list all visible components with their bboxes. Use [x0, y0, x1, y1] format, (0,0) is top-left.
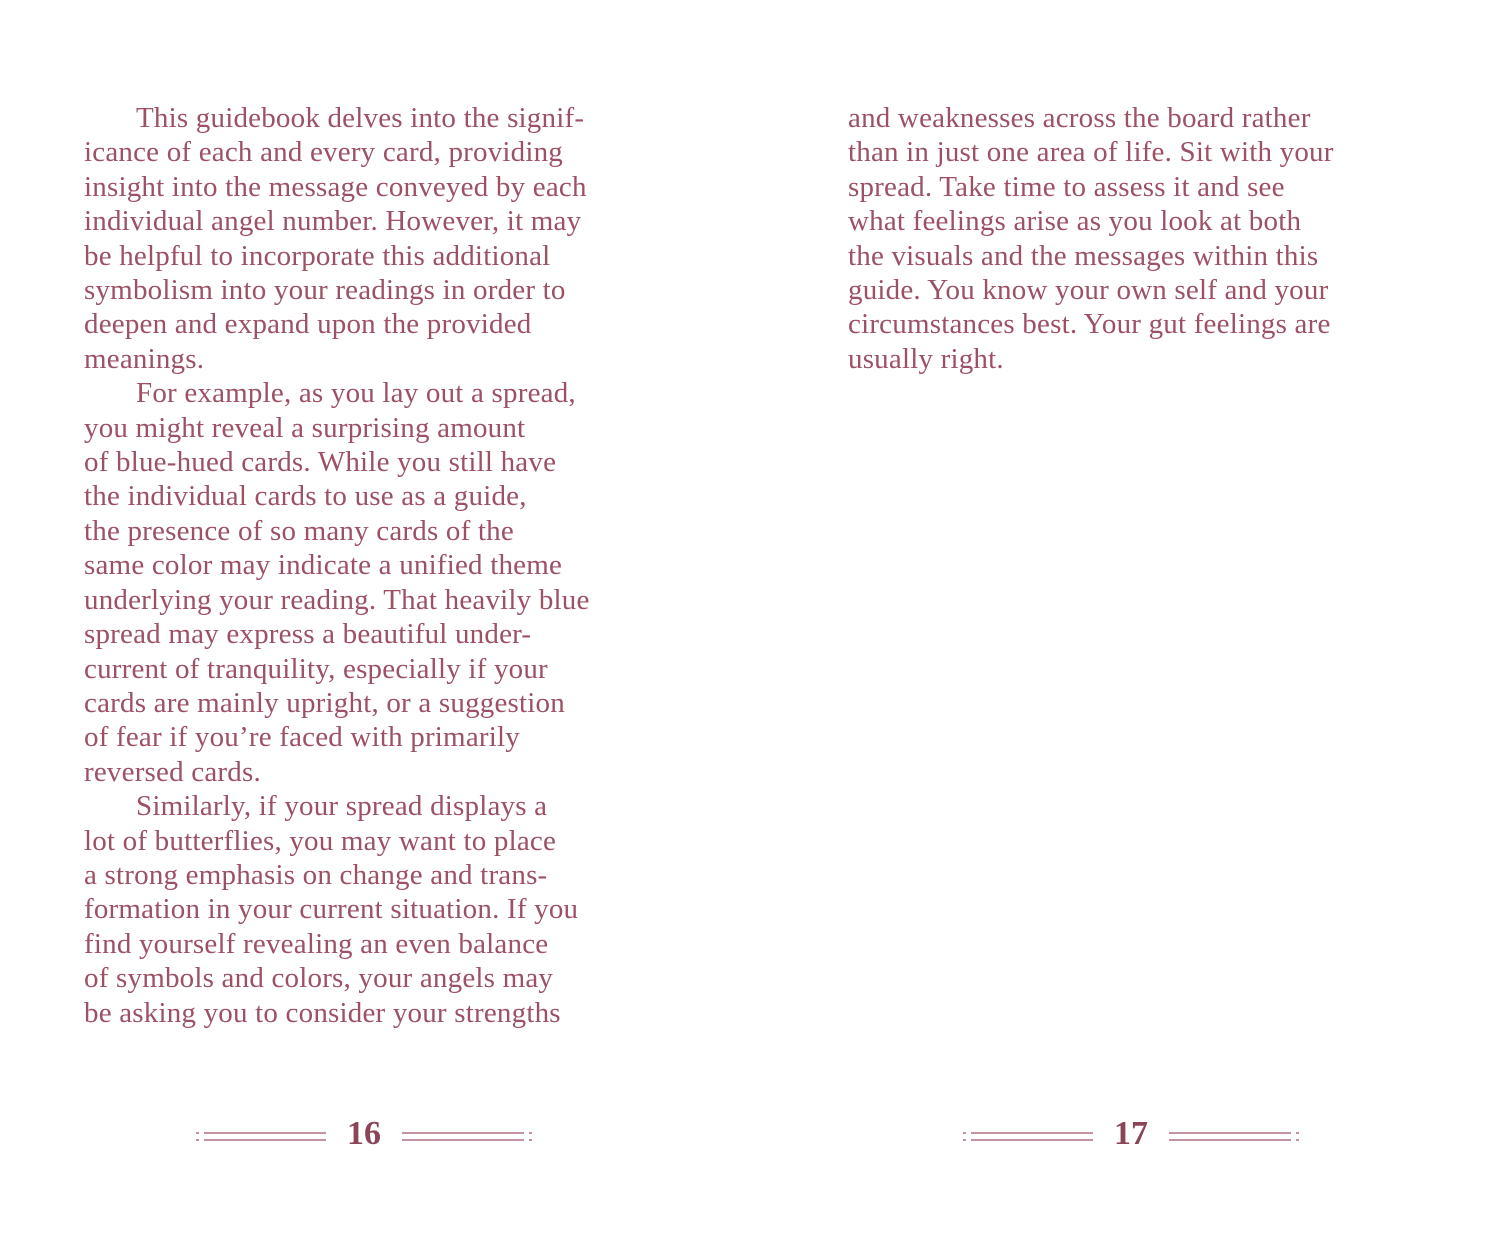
text-line: you might reveal a surprising amount	[84, 411, 526, 444]
ornament-rule-icon	[971, 1132, 1093, 1141]
text-line: insight into the message conveyed by each	[84, 170, 587, 203]
ornament-dot-icon	[196, 1132, 199, 1141]
page-right	[750, 0, 1500, 1250]
text-line: Similarly, if your spread displays a	[136, 790, 548, 823]
text-line: of blue-hued cards. While you still have	[84, 446, 557, 479]
page-right-text	[848, 101, 1448, 376]
ornament-dot-icon	[963, 1132, 966, 1141]
text-line: reversed cards.	[84, 755, 261, 788]
text-line: individual angel number. However, it may	[84, 205, 582, 238]
ornament-rule-icon	[204, 1132, 326, 1141]
paragraph	[848, 101, 1448, 376]
paragraph	[84, 789, 684, 1030]
text-line: spread may express a beautiful under-	[84, 618, 532, 651]
text-line: underlying your reading. That heavily blue	[84, 583, 590, 616]
ornament-rule-icon	[1169, 1132, 1291, 1141]
page-number: 17	[1114, 1115, 1148, 1152]
ornament-dot-icon	[529, 1132, 532, 1141]
text-line: For example, as you lay out a spread,	[136, 377, 576, 410]
page-number: 16	[347, 1115, 381, 1152]
text-line: of fear if you’re faced with primarily	[84, 721, 520, 754]
text-line: be helpful to incorporate this additional	[84, 239, 551, 272]
text-line: spread. Take time to assess it and see	[848, 170, 1285, 203]
text-line: be asking you to consider your strengths	[84, 996, 561, 1029]
text-line: of symbols and colors, your angels may	[84, 962, 554, 995]
text-line: what feelings arise as you look at both	[848, 205, 1302, 238]
text-line: current of tranquility, especially if your	[84, 652, 548, 685]
text-line: deepen and expand upon the provided	[84, 308, 532, 341]
text-line: guide. You know your own self and your	[848, 274, 1329, 307]
text-line: the presence of so many cards of the	[84, 514, 514, 547]
text-line: find yourself revealing an even balance	[84, 927, 549, 960]
text-line: icance of each and every card, providing	[84, 136, 564, 169]
text-line: and weaknesses across the board rather	[848, 102, 1311, 134]
text-line: than in just one area of life. Sit with your	[848, 136, 1334, 169]
ornament-rule-icon	[402, 1132, 524, 1141]
text-line: a strong emphasis on change and trans-	[84, 858, 548, 891]
text-line: circumstances best. Your gut feelings are	[848, 308, 1331, 341]
text-line: same color may indicate a unified theme	[84, 549, 563, 582]
page-right-footer	[848, 1114, 1414, 1158]
paragraph	[84, 376, 684, 789]
page-left-text	[84, 101, 684, 1030]
paragraph	[84, 101, 684, 376]
text-line: symbolism into your readings in order to	[84, 274, 566, 307]
page-left-footer	[84, 1114, 644, 1158]
text-line: This guidebook delves into the signif-	[136, 102, 585, 134]
text-line: usually right.	[848, 342, 1004, 375]
text-line: lot of butterflies, you may want to place	[84, 824, 557, 857]
text-line: meanings.	[84, 342, 205, 375]
text-line: cards are mainly upright, or a suggestion	[84, 686, 565, 719]
text-line: the individual cards to use as a guide,	[84, 480, 527, 513]
ornament-dot-icon	[1296, 1132, 1299, 1141]
text-line: formation in your current situation. If you	[84, 893, 579, 926]
text-line: the visuals and the messages within this	[848, 239, 1319, 272]
